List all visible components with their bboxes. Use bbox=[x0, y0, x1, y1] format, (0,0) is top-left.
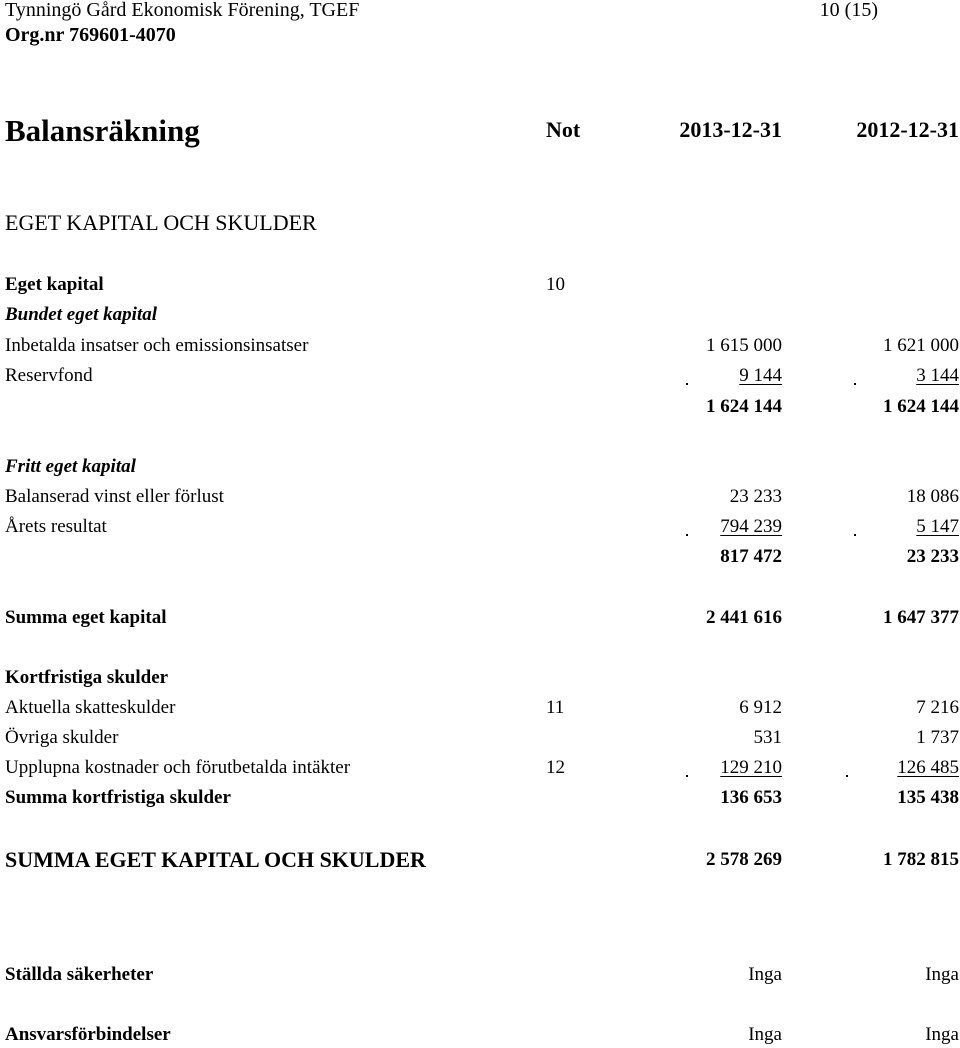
stallda-sakerheter-2012: Inga bbox=[925, 964, 959, 985]
org-number: Org.nr 769601-4070 bbox=[5, 24, 176, 46]
eget-kapital-label: Eget kapital bbox=[5, 274, 104, 295]
ansvarsforbindelser-label: Ansvarsförbindelser bbox=[5, 1024, 171, 1045]
row-value-2013: 794 239 bbox=[720, 516, 782, 537]
page-number: 10 (15) bbox=[819, 0, 878, 21]
row-label: Årets resultat bbox=[5, 516, 107, 537]
row-value-2013: 9 144 bbox=[739, 365, 782, 386]
row-value-2013: 129 210 bbox=[720, 757, 782, 778]
subtotal-2012: 23 233 bbox=[906, 546, 959, 567]
row-value-2012: 3 144 bbox=[916, 365, 959, 386]
row-value-2012: 5 147 bbox=[916, 516, 959, 537]
row-not: 12 bbox=[546, 757, 565, 778]
kortfristiga-skulder-label: Kortfristiga skulder bbox=[5, 667, 169, 688]
underline-dot bbox=[686, 383, 688, 385]
row-label: Övriga skulder bbox=[5, 727, 119, 748]
column-header-not: Not bbox=[546, 117, 581, 142]
row-label: Balanserad vinst eller förlust bbox=[5, 486, 224, 507]
bundet-eget-kapital-label: Bundet eget kapital bbox=[5, 304, 157, 325]
row-label: Reservfond bbox=[5, 365, 93, 386]
underline-dot bbox=[846, 775, 848, 777]
underline-dot bbox=[854, 534, 856, 536]
summa-eget-kapital-2012: 1 647 377 bbox=[883, 607, 959, 628]
summa-eget-kapital-2013: 2 441 616 bbox=[706, 607, 782, 628]
row-label: Inbetalda insatser och emissionsinsatser bbox=[5, 335, 309, 356]
column-header-2013: 2013-12-31 bbox=[679, 117, 782, 142]
row-value-2012: 1 737 bbox=[916, 727, 959, 748]
stallda-sakerheter-label: Ställda säkerheter bbox=[5, 964, 154, 985]
row-label: Aktuella skatteskulder bbox=[5, 697, 176, 718]
row-value-2012: 7 216 bbox=[916, 697, 959, 718]
row-value-2012: 126 485 bbox=[897, 757, 959, 778]
subtotal-2012: 1 624 144 bbox=[883, 396, 959, 417]
ansvarsforbindelser-2013: Inga bbox=[748, 1024, 782, 1045]
row-value-2012: 1 621 000 bbox=[883, 335, 959, 356]
subtotal-2013: 817 472 bbox=[720, 546, 782, 567]
row-label: Upplupna kostnader och förutbetalda intäkter bbox=[5, 757, 351, 778]
summa-kortfristiga-label: Summa kortfristiga skulder bbox=[5, 787, 231, 808]
section-title: EGET KAPITAL OCH SKULDER bbox=[5, 210, 317, 235]
underline-dot bbox=[854, 383, 856, 385]
row-value-2013: 6 912 bbox=[739, 697, 782, 718]
row-value-2013: 1 615 000 bbox=[706, 335, 782, 356]
grand-total-2012: 1 782 815 bbox=[883, 849, 959, 870]
subtotal-2013: 1 624 144 bbox=[706, 396, 782, 417]
summa-kortfristiga-2013: 136 653 bbox=[720, 787, 782, 808]
page-title: Balansräkning bbox=[5, 113, 200, 148]
grand-total-label: SUMMA EGET KAPITAL OCH SKULDER bbox=[5, 847, 426, 872]
org-name: Tynningö Gård Ekonomisk Förening, TGEF bbox=[5, 0, 360, 21]
grand-total-2013: 2 578 269 bbox=[706, 849, 782, 870]
ansvarsforbindelser-2012: Inga bbox=[925, 1024, 959, 1045]
row-value-2013: 23 233 bbox=[729, 486, 782, 507]
row-value-2013: 531 bbox=[753, 727, 782, 748]
stallda-sakerheter-2013: Inga bbox=[748, 964, 782, 985]
column-header-2012: 2012-12-31 bbox=[856, 117, 959, 142]
row-value-2012: 18 086 bbox=[906, 486, 959, 507]
summa-eget-kapital-label: Summa eget kapital bbox=[5, 607, 167, 628]
fritt-eget-kapital-label: Fritt eget kapital bbox=[5, 456, 136, 477]
summa-kortfristiga-2012: 135 438 bbox=[897, 787, 959, 808]
eget-kapital-not: 10 bbox=[546, 274, 565, 295]
underline-dot bbox=[686, 775, 688, 777]
row-not: 11 bbox=[546, 697, 565, 718]
underline-dot bbox=[686, 534, 688, 536]
